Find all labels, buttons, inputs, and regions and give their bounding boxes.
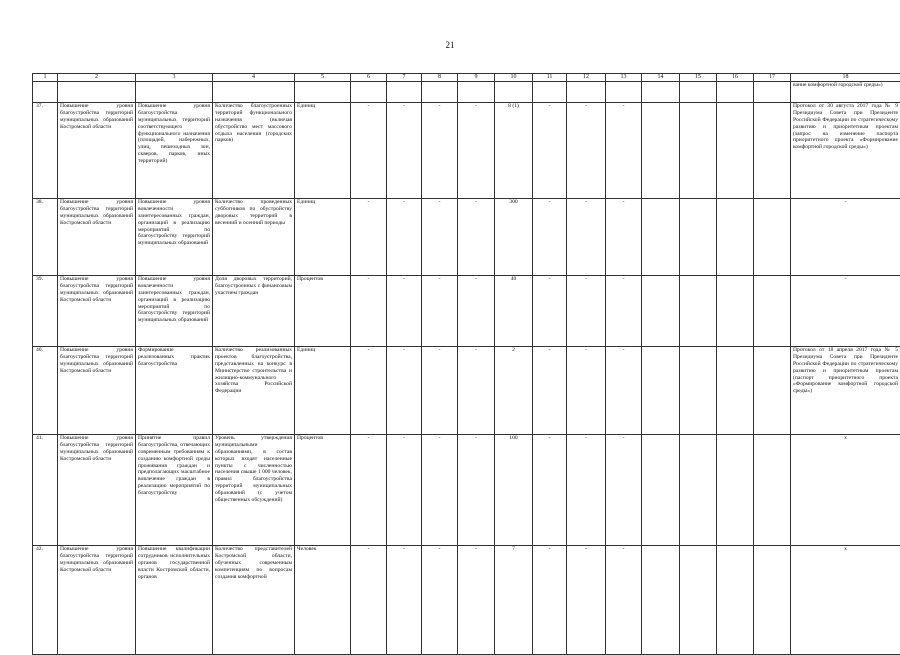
value-cell: -: [606, 103, 642, 199]
column-header: 9: [458, 74, 495, 82]
column-header: 16: [717, 74, 754, 82]
value-cell: -: [567, 199, 606, 276]
value-cell: [717, 347, 754, 435]
value-cell: -: [351, 435, 387, 546]
value-cell: [642, 103, 680, 199]
value-cell: -: [351, 546, 387, 655]
table-row: [33, 103, 900, 199]
goal-cell: Повышение уровня благоустройства территорий муниципальных образований Костромской области: [58, 199, 136, 276]
unit-cell: Человек: [295, 546, 351, 655]
column-header: 17: [754, 74, 791, 82]
task-cell: Повышение уровня вовлеченности заинтересованных граждан, организаций в реализацию мероприятий по благоустройству территорий муниципальных образований: [136, 199, 213, 276]
value-cell: -: [533, 103, 567, 199]
unit-cell: Процентов: [295, 276, 351, 347]
value-cell: -: [533, 435, 567, 546]
indicator-cell: Уровень утверждения муниципальными образованиями, в состав которых входят населенные пункты с численностью населения свыше 1 000 человек, правил благоустройства территорий муниципальных образований (с учетом общественных обсуждений): [213, 435, 295, 546]
value-cell: -: [606, 435, 642, 546]
indicator-table: [32, 73, 900, 655]
goal-cell: Повышение уровня благоустройства территорий муниципальных образований Костромской области: [58, 347, 136, 435]
table-row: [33, 199, 900, 276]
value-cell: [754, 199, 791, 276]
value-cell: [717, 199, 754, 276]
column-header: 14: [642, 74, 680, 82]
value-cell: -: [387, 276, 422, 347]
value-cell: -: [606, 546, 642, 655]
value-cell: -: [387, 347, 422, 435]
value-cell: [680, 103, 717, 199]
value-cell: [717, 435, 754, 546]
value-cell: -: [351, 103, 387, 199]
value-cell: 2: [495, 347, 533, 435]
goal-cell: Повышение уровня благоустройства территорий муниципальных образований Костромской области: [58, 103, 136, 199]
value-cell: -: [422, 199, 458, 276]
value-cell: -: [458, 103, 495, 199]
page-number: 21: [0, 40, 900, 50]
column-header: 2: [58, 74, 136, 82]
value-cell: [754, 347, 791, 435]
value-cell: 40: [495, 276, 533, 347]
value-cell: -: [387, 199, 422, 276]
value-cell: 100: [495, 435, 533, 546]
task-cell: Формирование реализованных практик благоустройства: [136, 347, 213, 435]
value-cell: -: [387, 546, 422, 655]
task-cell: Повышение уровня вовлеченности заинтересованных граждан, организаций в реализацию мероприятий по благоустройству территорий муниципальных образований: [136, 276, 213, 347]
row-number: 38.: [33, 199, 58, 276]
indicator-cell: Доля дворовых территорий, благоустроенных с финансовым участием граждан: [213, 276, 295, 347]
value-cell: -: [458, 546, 495, 655]
column-header: 10: [495, 74, 533, 82]
continuation-row: [33, 82, 900, 103]
indicator-cell: Количество представителей Костромской области, обученных современным компетенциям по вопросам создания комфортной: [213, 546, 295, 655]
task-cell: Повышение квалификации сотрудников исполнительных органов государственной власти Костромской области, органов: [136, 546, 213, 655]
value-cell: [680, 546, 717, 655]
value-cell: -: [387, 103, 422, 199]
value-cell: [680, 435, 717, 546]
value-cell: 7: [495, 546, 533, 655]
value-cell: [642, 546, 680, 655]
source-cell: Протокол от 18 апреля 2017 года № 5 Президиума Совета при Президенте Российской Федерации по стратегическому развитию и приоритетным проектам (паспорт приоритетного проекта «Формирование комфортной городской среды»): [791, 347, 900, 435]
value-cell: -: [422, 546, 458, 655]
value-cell: 8 (1): [495, 103, 533, 199]
value-cell: [680, 199, 717, 276]
row-number: 41.: [33, 435, 58, 546]
value-cell: -: [422, 435, 458, 546]
column-header: 18: [791, 74, 900, 82]
value-cell: [717, 546, 754, 655]
goal-cell: Повышение уровня благоустройства территорий муниципальных образований Костромской области: [58, 546, 136, 655]
value-cell: [680, 276, 717, 347]
indicator-cell: Количество благоустроенных территорий функционального назначения (включая обустройство мест массового отдыха населения (городских парков): [213, 103, 295, 199]
value-cell: -: [533, 276, 567, 347]
table-row: [33, 276, 900, 347]
row-number: 37.: [33, 103, 58, 199]
goal-cell: Повышение уровня благоустройства территорий муниципальных образований Костромской области: [58, 276, 136, 347]
column-header: 7: [387, 74, 422, 82]
source-cell: -: [791, 276, 900, 347]
unit-cell: Единиц: [295, 347, 351, 435]
continued-source-text: вание комфортной городской среды»): [791, 82, 900, 103]
column-header: 8: [422, 74, 458, 82]
value-cell: [754, 276, 791, 347]
column-header: 3: [136, 74, 213, 82]
value-cell: [717, 103, 754, 199]
unit-cell: Единиц: [295, 199, 351, 276]
value-cell: [642, 435, 680, 546]
value-cell: [642, 276, 680, 347]
column-header: 13: [606, 74, 642, 82]
value-cell: 300: [495, 199, 533, 276]
row-number: 40.: [33, 347, 58, 435]
source-cell: х: [791, 546, 900, 655]
row-number: 39.: [33, 276, 58, 347]
column-number-row: [33, 74, 900, 82]
table-row: [33, 546, 900, 655]
value-cell: -: [422, 276, 458, 347]
value-cell: -: [606, 347, 642, 435]
task-cell: Принятие правил благоустройства, отвечающих современным требованиям к созданию комфортной среды проживания граждан и предполагающих масштабное вовлечение граждан в реализацию мероприятий по благоустройству: [136, 435, 213, 546]
value-cell: [680, 347, 717, 435]
column-header: 11: [533, 74, 567, 82]
value-cell: -: [567, 103, 606, 199]
value-cell: -: [351, 276, 387, 347]
value-cell: -: [567, 546, 606, 655]
value-cell: -: [533, 546, 567, 655]
source-cell: Протокол от 30 августа 2017 года № 9 Президиума Совета при Президенте Российской Федерации по стратегическому развитию и приоритетным проектам (запрос на изменение паспорта приоритетного проекта «Формирование комфортной городской среды»): [791, 103, 900, 199]
table-row: [33, 435, 900, 546]
source-cell: -: [791, 199, 900, 276]
value-cell: -: [458, 276, 495, 347]
value-cell: -: [567, 347, 606, 435]
value-cell: [754, 103, 791, 199]
column-header: 5: [295, 74, 351, 82]
value-cell: -: [533, 347, 567, 435]
value-cell: -: [567, 276, 606, 347]
indicator-cell: Количество проведенных субботников по обустройству дворовых территорий в весенний и осенний периоды: [213, 199, 295, 276]
unit-cell: Единиц: [295, 103, 351, 199]
value-cell: -: [533, 199, 567, 276]
value-cell: [642, 347, 680, 435]
row-number: 42.: [33, 546, 58, 655]
value-cell: [642, 199, 680, 276]
value-cell: -: [606, 199, 642, 276]
column-header: 1: [33, 74, 58, 82]
value-cell: -: [567, 435, 606, 546]
goal-cell: Повышение уровня благоустройства территорий муниципальных образований Костромской области: [58, 435, 136, 546]
value-cell: [754, 546, 791, 655]
value-cell: -: [458, 199, 495, 276]
unit-cell: Процентов: [295, 435, 351, 546]
source-cell: х: [791, 435, 900, 546]
value-cell: -: [387, 435, 422, 546]
task-cell: Повышение уровня благоустройства муниципальных территорий соответствующего функционального назначения (площадей, набережных, улиц, пешеходных зон, скверов, парков, иных территорий): [136, 103, 213, 199]
column-header: 12: [567, 74, 606, 82]
column-header: 6: [351, 74, 387, 82]
value-cell: -: [458, 347, 495, 435]
value-cell: -: [606, 276, 642, 347]
value-cell: -: [351, 347, 387, 435]
value-cell: -: [351, 199, 387, 276]
column-header: 15: [680, 74, 717, 82]
column-header: 4: [213, 74, 295, 82]
value-cell: -: [422, 347, 458, 435]
table-row: [33, 347, 900, 435]
value-cell: [754, 435, 791, 546]
value-cell: -: [458, 435, 495, 546]
value-cell: [717, 276, 754, 347]
value-cell: -: [422, 103, 458, 199]
indicator-cell: Количество реализованных проектов благоустройства, представленных на конкурс в Министерство строительства и жилищно-коммунального хозяйства Российской Федерации: [213, 347, 295, 435]
